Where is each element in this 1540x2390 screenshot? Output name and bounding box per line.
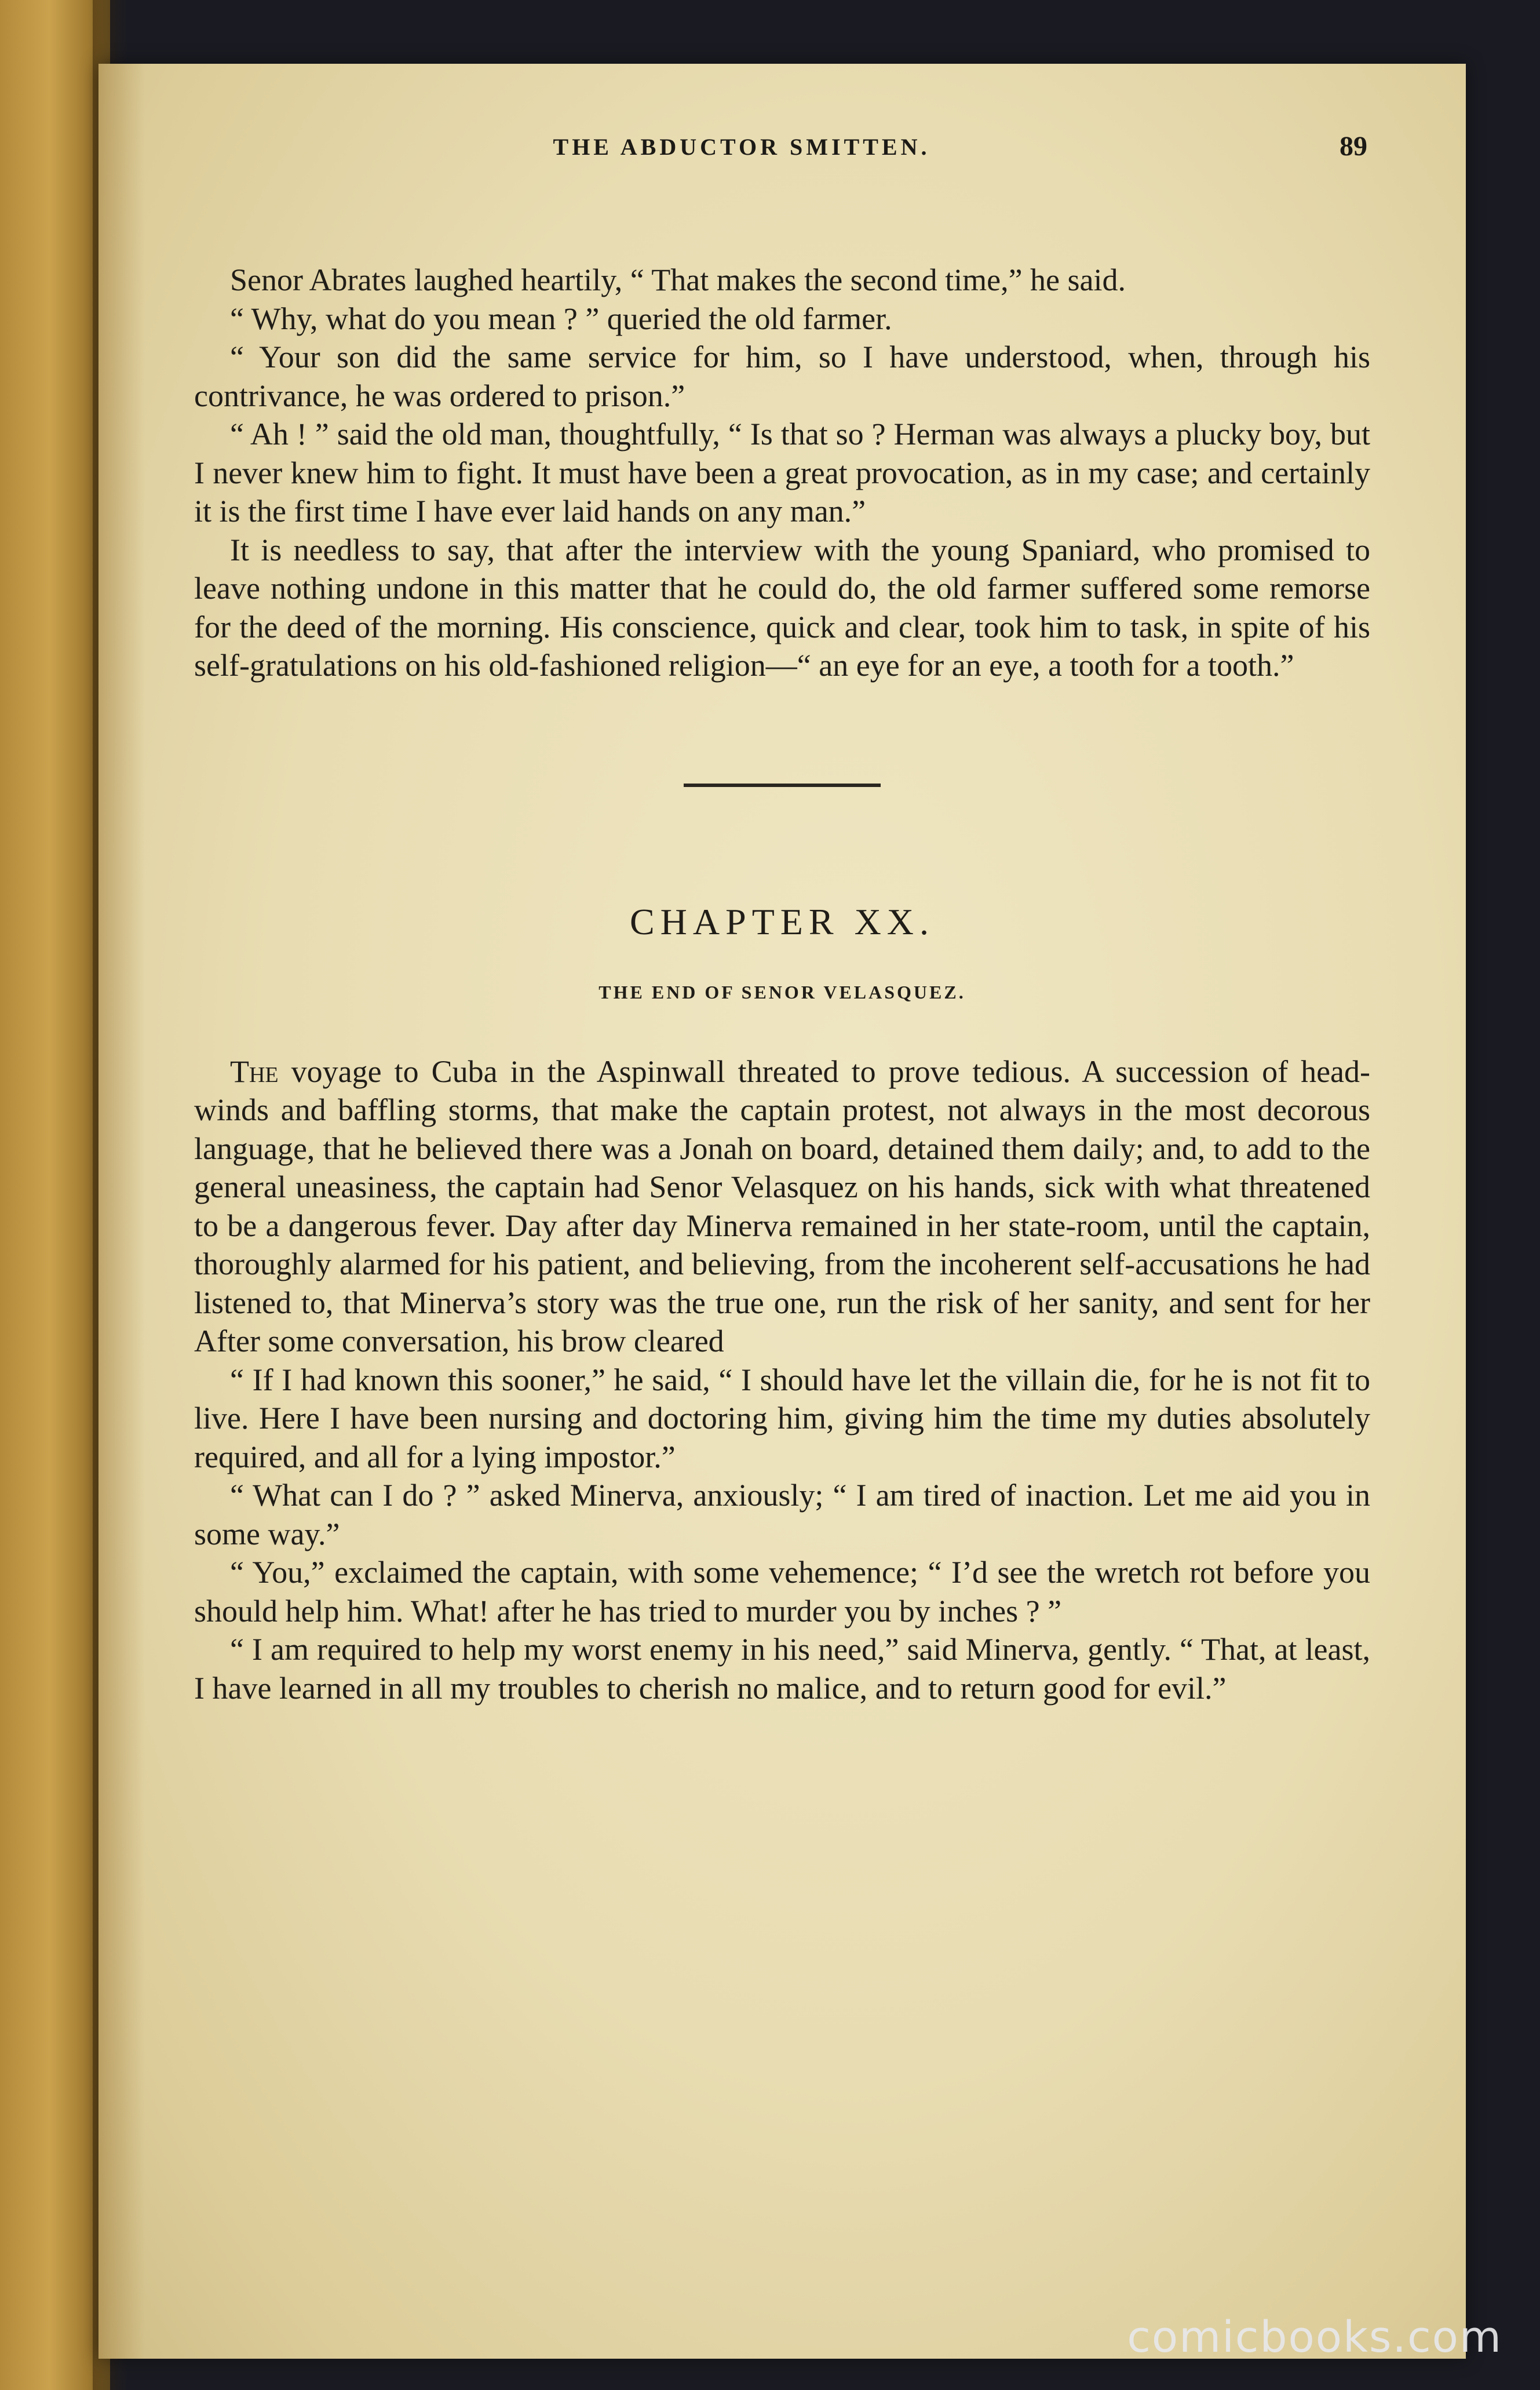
chapter-subtitle: THE END OF SENOR VELASQUEZ.	[599, 982, 966, 1003]
opening-paragraph-text: voyage to Cuba in the Aspinwall threated to prove tedious. A succession of head-winds and baffling storms, that make the captain protest, not always in the most decorous language, that he believed there was a Jonah on board, detained them daily; and, to add to the general uneasiness, the captain had Senor Velasquez on his hands, sick with what threatened to be a dangerous fever. Day after day Minerva remained in her state-room, until the captain, thoroughly alarmed for his patient, and believing, from the incoherent self-accusations he had listened to, that Minerva’s story was the true one, run the risk of her sanity, and sent for her After some conversation, his brow cleared	[194, 1054, 1370, 1358]
watermark: comicbooks.com	[1127, 2312, 1502, 2362]
running-head: THE ABDUCTOR SMITTEN.	[553, 134, 930, 160]
paragraph	[194, 1052, 1370, 1361]
opening-word: The	[230, 1054, 279, 1089]
chapter-title: CHAPTER XX.	[629, 901, 935, 942]
book-page	[98, 64, 1466, 2359]
paragraph: Senor Abrates laughed heartily, “ That makes the second time,” he said.	[230, 263, 1126, 297]
paragraph: “ I am required to help my worst enemy in his need,” said Minerva, gently. “ That, at least, I have learned in all my troubles to cherish no malice, and to return good for evil.”	[194, 1632, 1370, 1706]
text-block	[194, 261, 1370, 1707]
paragraph: “ Your son did the same service for him, so I have understood, when, through his contrivance, he was ordered to prison.”	[194, 340, 1370, 413]
paragraph: “ Why, what do you mean ? ” queried the old farmer.	[230, 301, 892, 336]
paragraph: “ Ah ! ” said the old man, thoughtfully, “ Is that so ? Herman was always a plucky boy, but I never knew him to fight. It must have been a great provocation, as in my case; and certainly it is the first time I have ever laid hands on any man.”	[194, 417, 1370, 529]
paragraph: “ If I had known this sooner,” he said, “ I should have let the villain die, for he is not fit to live. Here I have been nursing and doctoring him, giving him the time my duties absolutely required, and all for a lying impostor.”	[194, 1362, 1370, 1474]
page-number: 89	[1340, 131, 1367, 162]
chapter-body	[194, 1052, 1370, 1708]
paragraph: It is needless to say, that after the interview with the young Spaniard, who promised to leave nothing undone in this matter that he could do, the old farmer suffered some remorse for the deed of the morning. His conscience, quick and clear, took him to task, in spite of his self-gratulations on his old-fashioned religion—“ an eye for an eye, a tooth for a tooth.”	[194, 532, 1370, 683]
paragraph: “ You,” exclaimed the captain, with some vehemence; “ I’d see the wretch rot before you should help him. What! after he has tried to murder you by inches ? ”	[194, 1555, 1370, 1628]
paragraph: “ What can I do ? ” asked Minerva, anxiously; “ I am tired of inaction. Let me aid you in some way.”	[194, 1478, 1370, 1551]
section-divider	[684, 784, 881, 787]
